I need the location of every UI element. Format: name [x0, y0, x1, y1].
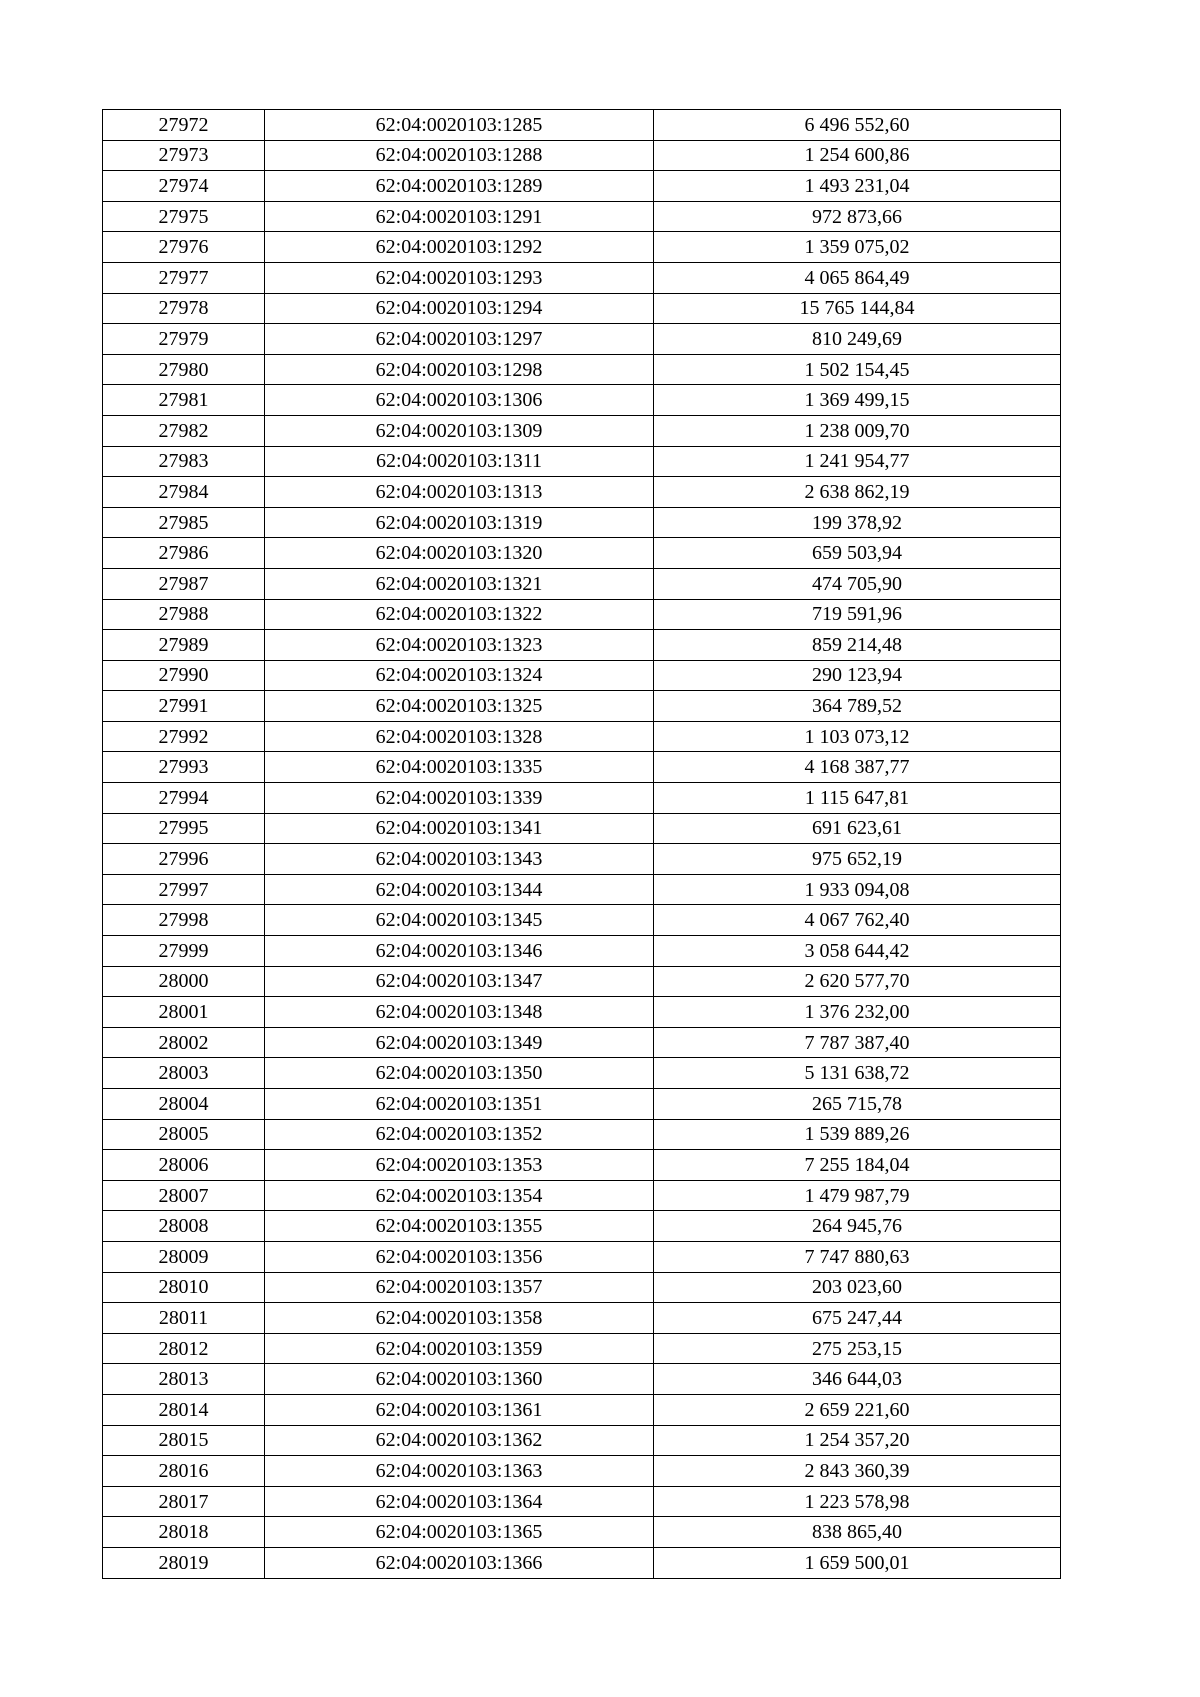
row-number-cell: 27996 — [103, 844, 265, 875]
cadastral-value-cell: 5 131 638,72 — [654, 1058, 1061, 1089]
table-row — [103, 936, 1061, 967]
row-number-cell: 27983 — [103, 446, 265, 477]
cadastral-number-cell: 62:04:0020103:1366 — [265, 1547, 654, 1578]
table-row — [103, 201, 1061, 232]
table-row — [103, 477, 1061, 508]
table-row — [103, 1119, 1061, 1150]
cadastral-number-cell: 62:04:0020103:1341 — [265, 813, 654, 844]
table-row — [103, 324, 1061, 355]
cadastral-value-cell: 265 715,78 — [654, 1089, 1061, 1120]
cadastral-value-cell: 474 705,90 — [654, 568, 1061, 599]
row-number-cell: 28017 — [103, 1486, 265, 1517]
row-number-cell: 27982 — [103, 415, 265, 446]
cadastral-number-cell: 62:04:0020103:1362 — [265, 1425, 654, 1456]
table-row — [103, 293, 1061, 324]
row-number-cell: 27993 — [103, 752, 265, 783]
cadastral-value-cell: 7 747 880,63 — [654, 1241, 1061, 1272]
table-row — [103, 415, 1061, 446]
cadastral-number-cell: 62:04:0020103:1293 — [265, 262, 654, 293]
row-number-cell: 27997 — [103, 874, 265, 905]
cadastral-number-cell: 62:04:0020103:1363 — [265, 1456, 654, 1487]
cadastral-number-cell: 62:04:0020103:1285 — [265, 110, 654, 141]
table-row — [103, 385, 1061, 416]
cadastral-number-cell: 62:04:0020103:1345 — [265, 905, 654, 936]
table-row — [103, 1089, 1061, 1120]
row-number-cell: 27972 — [103, 110, 265, 141]
table-row — [103, 813, 1061, 844]
cadastral-value-table — [102, 109, 1061, 1579]
row-number-cell: 28007 — [103, 1180, 265, 1211]
cadastral-number-cell: 62:04:0020103:1320 — [265, 538, 654, 569]
row-number-cell: 28008 — [103, 1211, 265, 1242]
row-number-cell: 27979 — [103, 324, 265, 355]
table-row — [103, 1241, 1061, 1272]
table-row — [103, 691, 1061, 722]
table-row — [103, 1364, 1061, 1395]
cadastral-number-cell: 62:04:0020103:1311 — [265, 446, 654, 477]
cadastral-value-cell: 6 496 552,60 — [654, 110, 1061, 141]
cadastral-value-cell: 1 376 232,00 — [654, 997, 1061, 1028]
table-row — [103, 171, 1061, 202]
cadastral-value-cell: 3 058 644,42 — [654, 936, 1061, 967]
cadastral-number-cell: 62:04:0020103:1352 — [265, 1119, 654, 1150]
table-row — [103, 905, 1061, 936]
row-number-cell: 28005 — [103, 1119, 265, 1150]
cadastral-value-cell: 4 065 864,49 — [654, 262, 1061, 293]
cadastral-number-cell: 62:04:0020103:1324 — [265, 660, 654, 691]
table-row — [103, 1547, 1061, 1578]
table-row — [103, 354, 1061, 385]
cadastral-number-cell: 62:04:0020103:1350 — [265, 1058, 654, 1089]
cadastral-value-cell: 2 659 221,60 — [654, 1394, 1061, 1425]
cadastral-number-cell: 62:04:0020103:1294 — [265, 293, 654, 324]
cadastral-number-cell: 62:04:0020103:1358 — [265, 1303, 654, 1334]
cadastral-value-cell: 1 493 231,04 — [654, 171, 1061, 202]
table-row — [103, 446, 1061, 477]
row-number-cell: 27992 — [103, 721, 265, 752]
table-row — [103, 1027, 1061, 1058]
cadastral-number-cell: 62:04:0020103:1325 — [265, 691, 654, 722]
row-number-cell: 28019 — [103, 1547, 265, 1578]
cadastral-value-cell: 364 789,52 — [654, 691, 1061, 722]
cadastral-value-cell: 1 539 889,26 — [654, 1119, 1061, 1150]
cadastral-number-cell: 62:04:0020103:1355 — [265, 1211, 654, 1242]
row-number-cell: 28016 — [103, 1456, 265, 1487]
cadastral-value-cell: 2 843 360,39 — [654, 1456, 1061, 1487]
row-number-cell: 27981 — [103, 385, 265, 416]
cadastral-number-cell: 62:04:0020103:1348 — [265, 997, 654, 1028]
cadastral-number-cell: 62:04:0020103:1356 — [265, 1241, 654, 1272]
row-number-cell: 27990 — [103, 660, 265, 691]
cadastral-number-cell: 62:04:0020103:1360 — [265, 1364, 654, 1395]
table-row — [103, 1180, 1061, 1211]
row-number-cell: 27995 — [103, 813, 265, 844]
cadastral-value-cell: 975 652,19 — [654, 844, 1061, 875]
cadastral-value-cell: 2 638 862,19 — [654, 477, 1061, 508]
cadastral-number-cell: 62:04:0020103:1297 — [265, 324, 654, 355]
cadastral-number-cell: 62:04:0020103:1319 — [265, 507, 654, 538]
row-number-cell: 27977 — [103, 262, 265, 293]
row-number-cell: 27987 — [103, 568, 265, 599]
row-number-cell: 28010 — [103, 1272, 265, 1303]
cadastral-value-cell: 675 247,44 — [654, 1303, 1061, 1334]
table-row — [103, 599, 1061, 630]
cadastral-number-cell: 62:04:0020103:1347 — [265, 966, 654, 997]
cadastral-number-cell: 62:04:0020103:1321 — [265, 568, 654, 599]
table-row — [103, 110, 1061, 141]
cadastral-value-cell: 1 359 075,02 — [654, 232, 1061, 263]
row-number-cell: 27988 — [103, 599, 265, 630]
cadastral-value-cell: 1 479 987,79 — [654, 1180, 1061, 1211]
row-number-cell: 28001 — [103, 997, 265, 1028]
table-row — [103, 783, 1061, 814]
cadastral-value-cell: 1 254 357,20 — [654, 1425, 1061, 1456]
row-number-cell: 27973 — [103, 140, 265, 171]
table-row — [103, 538, 1061, 569]
cadastral-value-cell: 691 623,61 — [654, 813, 1061, 844]
cadastral-number-cell: 62:04:0020103:1339 — [265, 783, 654, 814]
cadastral-number-cell: 62:04:0020103:1361 — [265, 1394, 654, 1425]
row-number-cell: 27978 — [103, 293, 265, 324]
table-row — [103, 1425, 1061, 1456]
row-number-cell: 27976 — [103, 232, 265, 263]
table-row — [103, 568, 1061, 599]
cadastral-number-cell: 62:04:0020103:1364 — [265, 1486, 654, 1517]
table-row — [103, 630, 1061, 661]
row-number-cell: 27984 — [103, 477, 265, 508]
cadastral-number-cell: 62:04:0020103:1323 — [265, 630, 654, 661]
cadastral-value-cell: 275 253,15 — [654, 1333, 1061, 1364]
row-number-cell: 27975 — [103, 201, 265, 232]
row-number-cell: 27998 — [103, 905, 265, 936]
table-row — [103, 752, 1061, 783]
cadastral-number-cell: 62:04:0020103:1291 — [265, 201, 654, 232]
cadastral-value-cell: 1 369 499,15 — [654, 385, 1061, 416]
cadastral-value-cell: 264 945,76 — [654, 1211, 1061, 1242]
cadastral-number-cell: 62:04:0020103:1298 — [265, 354, 654, 385]
cadastral-value-cell: 1 254 600,86 — [654, 140, 1061, 171]
table-row — [103, 1272, 1061, 1303]
row-number-cell: 28003 — [103, 1058, 265, 1089]
cadastral-value-cell: 4 067 762,40 — [654, 905, 1061, 936]
cadastral-value-cell: 1 659 500,01 — [654, 1547, 1061, 1578]
cadastral-value-cell: 838 865,40 — [654, 1517, 1061, 1548]
cadastral-value-cell: 1 238 009,70 — [654, 415, 1061, 446]
table-row — [103, 1303, 1061, 1334]
row-number-cell: 28009 — [103, 1241, 265, 1272]
cadastral-value-cell: 1 223 578,98 — [654, 1486, 1061, 1517]
cadastral-number-cell: 62:04:0020103:1328 — [265, 721, 654, 752]
cadastral-value-cell: 972 873,66 — [654, 201, 1061, 232]
row-number-cell: 27999 — [103, 936, 265, 967]
cadastral-value-cell: 2 620 577,70 — [654, 966, 1061, 997]
cadastral-value-cell: 203 023,60 — [654, 1272, 1061, 1303]
cadastral-number-cell: 62:04:0020103:1306 — [265, 385, 654, 416]
table-row — [103, 966, 1061, 997]
cadastral-value-cell: 719 591,96 — [654, 599, 1061, 630]
cadastral-value-cell: 346 644,03 — [654, 1364, 1061, 1395]
cadastral-number-cell: 62:04:0020103:1335 — [265, 752, 654, 783]
table-row — [103, 874, 1061, 905]
cadastral-value-cell: 1 115 647,81 — [654, 783, 1061, 814]
row-number-cell: 27991 — [103, 691, 265, 722]
cadastral-number-cell: 62:04:0020103:1346 — [265, 936, 654, 967]
cadastral-value-cell: 7 787 387,40 — [654, 1027, 1061, 1058]
cadastral-number-cell: 62:04:0020103:1357 — [265, 1272, 654, 1303]
table-row — [103, 997, 1061, 1028]
cadastral-value-cell: 859 214,48 — [654, 630, 1061, 661]
table-row — [103, 1517, 1061, 1548]
cadastral-number-cell: 62:04:0020103:1292 — [265, 232, 654, 263]
row-number-cell: 27974 — [103, 171, 265, 202]
cadastral-value-cell: 15 765 144,84 — [654, 293, 1061, 324]
row-number-cell: 27986 — [103, 538, 265, 569]
cadastral-value-cell: 290 123,94 — [654, 660, 1061, 691]
cadastral-value-cell: 1 103 073,12 — [654, 721, 1061, 752]
row-number-cell: 28006 — [103, 1150, 265, 1181]
cadastral-number-cell: 62:04:0020103:1353 — [265, 1150, 654, 1181]
cadastral-number-cell: 62:04:0020103:1322 — [265, 599, 654, 630]
cadastral-number-cell: 62:04:0020103:1354 — [265, 1180, 654, 1211]
row-number-cell: 28014 — [103, 1394, 265, 1425]
cadastral-number-cell: 62:04:0020103:1309 — [265, 415, 654, 446]
cadastral-value-cell: 810 249,69 — [654, 324, 1061, 355]
cadastral-number-cell: 62:04:0020103:1313 — [265, 477, 654, 508]
cadastral-number-cell: 62:04:0020103:1344 — [265, 874, 654, 905]
cadastral-value-cell: 4 168 387,77 — [654, 752, 1061, 783]
row-number-cell: 28015 — [103, 1425, 265, 1456]
table-row — [103, 844, 1061, 875]
table-row — [103, 1150, 1061, 1181]
row-number-cell: 27980 — [103, 354, 265, 385]
cadastral-value-cell: 7 255 184,04 — [654, 1150, 1061, 1181]
row-number-cell: 27989 — [103, 630, 265, 661]
cadastral-value-cell: 1 502 154,45 — [654, 354, 1061, 385]
row-number-cell: 28002 — [103, 1027, 265, 1058]
table-row — [103, 1333, 1061, 1364]
table-body — [103, 110, 1061, 1579]
row-number-cell: 28004 — [103, 1089, 265, 1120]
table-row — [103, 232, 1061, 263]
cadastral-number-cell: 62:04:0020103:1349 — [265, 1027, 654, 1058]
cadastral-number-cell: 62:04:0020103:1359 — [265, 1333, 654, 1364]
row-number-cell: 27985 — [103, 507, 265, 538]
cadastral-number-cell: 62:04:0020103:1289 — [265, 171, 654, 202]
row-number-cell: 27994 — [103, 783, 265, 814]
cadastral-number-cell: 62:04:0020103:1343 — [265, 844, 654, 875]
cadastral-value-cell: 199 378,92 — [654, 507, 1061, 538]
row-number-cell: 28012 — [103, 1333, 265, 1364]
cadastral-number-cell: 62:04:0020103:1365 — [265, 1517, 654, 1548]
cadastral-value-cell: 1 241 954,77 — [654, 446, 1061, 477]
row-number-cell: 28018 — [103, 1517, 265, 1548]
cadastral-value-cell: 659 503,94 — [654, 538, 1061, 569]
cadastral-value-cell: 1 933 094,08 — [654, 874, 1061, 905]
table-row — [103, 507, 1061, 538]
table-row — [103, 1394, 1061, 1425]
row-number-cell: 28000 — [103, 966, 265, 997]
row-number-cell: 28013 — [103, 1364, 265, 1395]
cadastral-number-cell: 62:04:0020103:1288 — [265, 140, 654, 171]
table-row — [103, 1058, 1061, 1089]
table-row — [103, 140, 1061, 171]
table-row — [103, 1211, 1061, 1242]
table-row — [103, 1456, 1061, 1487]
table-row — [103, 262, 1061, 293]
cadastral-number-cell: 62:04:0020103:1351 — [265, 1089, 654, 1120]
table-row — [103, 721, 1061, 752]
table-row — [103, 1486, 1061, 1517]
row-number-cell: 28011 — [103, 1303, 265, 1334]
table-row — [103, 660, 1061, 691]
